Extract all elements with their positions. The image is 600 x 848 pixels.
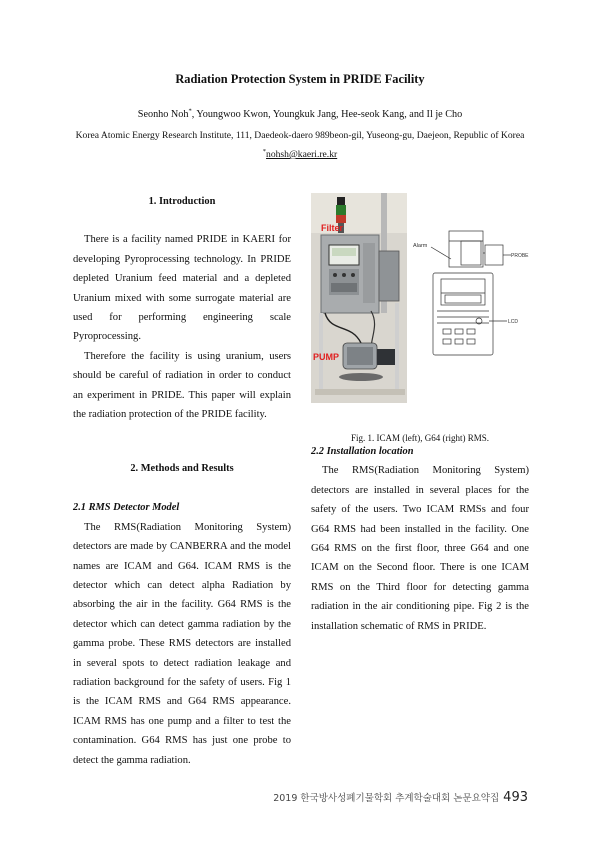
introduction-section — [73, 192, 291, 424]
lcd-label: LCD — [508, 319, 519, 325]
page-number: 493 — [503, 790, 528, 805]
icam-photo — [311, 193, 407, 403]
corresponding-mark: * — [188, 107, 192, 115]
alarm-label: Alarm — [413, 243, 428, 249]
proceedings-title: 2019 한국방사성폐기물학회 추계학술대회 논문요약집 — [273, 793, 500, 804]
email-line — [0, 149, 600, 160]
email-link[interactable]: nohsh@kaeri.re.kr — [266, 149, 338, 160]
installation-paragraph: The RMS(Radiation Monitoring System) detectors are installed in several places for the safety of the users. Two ICAM RMSs and four G64 RMS had been installed in the facility. One G64 RMS on the first floor, three G64 and one ICAM on the Second floor. There is one ICAM RMS on the Third floor for detecting gamma radiation in the air conditioning pipe. Fig 2 is the installation schematic of RMS in PRIDE. — [311, 465, 529, 632]
rms-model-subheading: 2.1 RMS Detector Model — [73, 502, 180, 514]
figure-1-caption: Fig. 1. ICAM (left), G64 (right) RMS. — [351, 433, 489, 443]
g64-drawing — [431, 231, 511, 355]
intro-paragraph-2: Therefore the facility is using uranium, users should be careful of radiation in order to conduct an experiment in PRIDE. This paper will explain the radiation protection of the PRIDE facility. — [73, 350, 291, 421]
introduction-heading: 1. Introduction — [148, 196, 216, 207]
email-mark: * — [262, 147, 267, 155]
pump-label: PUMP — [313, 352, 340, 362]
intro-paragraph-1: There is a facility named PRIDE in KAERI for developing Pyroprocessing technology. In PRIDE depleted Uranium feed material and a depleted Uranium mixed with some surrogate material are used for performing engineering scale Pyroprocessing. — [73, 234, 291, 343]
probe-label: PROBE — [511, 253, 529, 259]
installation-section — [311, 442, 529, 636]
rms-model-paragraph: The RMS(Radiation Monitoring System) detectors are made by CANBERRA and the model names are ICAM and G64. ICAM RMS is the detector which can detect alpha Radiation by absorbing the air in the facility. G64 RMS is the detector which can detect gamma radiation by the gamma probe. These RMS detectors are installed in several spots to detect radiation leakage and radiation background for the safety of users. Fig 1 is the ICAM RMS and G64 RMS appearance. ICAM RMS has one pump and a filter to test the contamination. G64 RMS has just one probe to detect the gamma radiation. — [73, 521, 291, 766]
page-footer — [273, 790, 528, 805]
methods-heading: 2. Methods and Results — [130, 463, 234, 474]
filter-label: Filter — [321, 223, 344, 233]
figure-1 — [311, 193, 529, 403]
co-authors: , Youngwoo Kwon, Youngkuk Jang, Hee-seok Kang, and Il je Cho — [191, 109, 463, 120]
first-author: Seonho Noh — [137, 109, 189, 120]
author-line — [0, 109, 600, 120]
paper-title: Radiation Protection System in PRIDE Facility — [175, 72, 425, 86]
affiliation: Korea Atomic Energy Research Institute, 111, Daedeok-daero 989beon-gil, Yuseong-gu, Daejeon, Republic of Korea — [75, 130, 525, 141]
methods-section — [73, 459, 291, 770]
installation-subheading: 2.2 Installation location — [311, 446, 414, 457]
figure-1-graphic — [311, 193, 529, 403]
